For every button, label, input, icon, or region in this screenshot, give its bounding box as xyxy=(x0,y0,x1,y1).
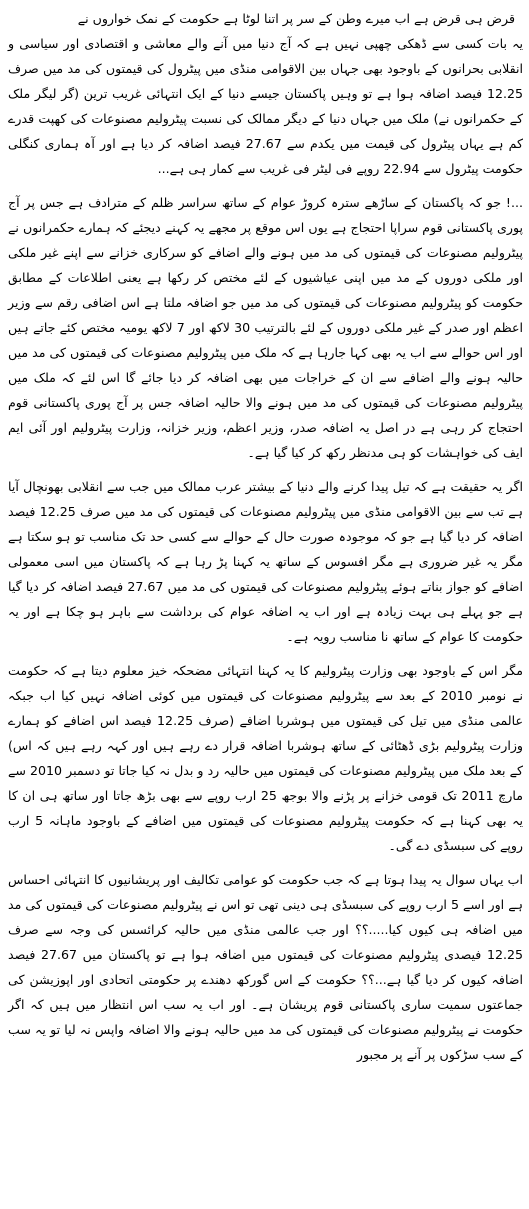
article-paragraph: اب یہاں سوال یہ پیدا ہوتا ہے کہ جب حکومت کو عوامی تکالیف اور پریشانیوں کا انتہائی احساس ہے اور اسے 5 ارب روپے کی سبسڈی ہی دینی تھی تو اس نے پیٹرولیم مصنوعات کی قیمتوں کی مد میں اضافہ ہی کیوں کیا.....؟؟ اور جب عالمی منڈی میں حالیہ کرائسس کی وجہ سے صرف 12.25 فیصدی پیٹرولیم مصنوعات کی قیمتوں میں اضافہ ہوا ہے تو پاکستان میں 27.67 فیصد اضافہ کیوں کر دیا گیا ہے...؟؟ حکومت کے اس گورکھ دھندے پر حکومتی اتحادی اور اپوزیشن کی جماعتوں سمیت ساری پاکستانی قوم پریشان ہے۔ اور اب یہ سب اس انتظار میں ہیں کہ اگر حکومت نے پیٹرولیم مصنوعات کی قیمتوں کی مد میں حالیہ ہونے والا اضافہ واپس نہ لیا تو یہ سب کے سب سڑکوں پر آنے پر مجبور xyxy=(8,872,523,1062)
article-paragraph: ...! جو کہ پاکستان کے ساڑھے سترہ کروڑ عوام کے ساتھ سراسر ظلم کے مترادف ہے جس پر آج پوری پاکستانی قوم سراپا احتجاج ہے یوں اس موقع پر مجھے یہ کہنے دیجئے کہ ہمارے حکمرانوں نے پیٹرولیم مصنوعات کی قیمتوں کی مد میں ہونے والے اضافے کو سرکاری خزانے سے اپنے غیر ملکی اور ملکی دوروں کے مد میں اپنی عیاشیوں کے لئے مختص کر رکھا ہے یعنی اطلاعات کے مطابق حکومت کو پیٹرولیم مصنوعات کی قیمتوں کی مد میں جو اضافہ ملتا ہے اس اضافی رقم سے وزیر اعظم اور صدر کے غیر ملکی دوروں کے لئے بالترتیب 30 لاکھ اور 7 لاکھ یومیہ مختص کئے جاتے ہیں اور اس حوالے سے اب یہ بھی کہا جارہا ہے کہ ملک میں پیٹرولیم مصنوعات کی قیمتوں کی مد میں حالیہ ہونے والے اضافے سے ان کے خراجات میں بھی اضافہ کر دیا جائے گا اس لئے کہ ملک میں پیٹرولیم مصنوعات کی قیمتوں کی مد میں ہونے والا حالیہ اضافہ جس پر آج پوری پاکستانی قوم احتجاج کر رہی ہے در اصل یہ اضافہ صدر، وزیر اعظم، وزیر خزانہ، وزارت پیٹرولیم اور آئی ایم ایف کی خواہشات کو ہی مدنظر رکھ کر کیا گیا ہے۔ xyxy=(8,195,523,460)
article-paragraph: مگر اس کے باوجود بھی وزارت پیٹرولیم کا یہ کہنا انتہائی مضحکہ خیز معلوم دیتا ہے کہ حکومت نے نومبر 2010 کے بعد سے پیٹرولیم مصنوعات کی قیمتوں میں کوئی اضافہ نہیں کیا اب جبکہ عالمی منڈی میں تیل کی قیمتوں میں ہوشربا اضافے (صرف 12.25 فیصد اس اضافے کو ہمارے وزارت پیٹرولیم بڑی ڈھٹائی کے ساتھ ہوشربا اضافہ قرار دے رہے ہیں اور کہہ رہے ہیں کہ اس) کے بعد ملک میں پیٹرولیم مصنوعات کی قیمتوں میں حالیہ رد و بدل نہ کیا جاتا تو دسمبر 2010 سے مارچ 2011 تک قومی خزانے پر پڑنے والا بوجھ 25 ارب روپے سے بھی بڑھ جاتا اور ساتھ ہی ان کا یہ بھی کہنا ہے کہ حکومت پیٹرولیم مصنوعات کی قیمتوں میں اضافے کے باوجود ماہانہ 5 ارب روپے کی سبسڈی دے گی۔ xyxy=(8,663,524,853)
article-paragraph: اگر یہ حقیقت ہے کہ تیل پیدا کرنے والے دنیا کے بیشتر عرب ممالک میں جب سے انقلابی بھونچال آیا ہے تب سے بین الاقوامی منڈی میں پیٹرولیم مصنوعات کی قیمتوں کی مد میں صرف 12.25 فیصد اضافہ کر دیا گیا ہے جو کہ موجودہ صورت حال کے حوالے سے کسی حد تک مناسب تو ہو سکتا ہے مگر یہ غیر ضروری ہے مگر افسوس کے ساتھ یہ کہنا پڑ رہا ہے کہ پاکستان میں اسی معمولی اضافے کو جواز بناتے ہوئے پیٹرولیم مصنوعات کی قیمتوں کی مد میں 27.67 فیصد اضافہ کر دیا گیا ہے جو پہلے ہی بہت زیادہ ہے اور اب یہ اضافہ عوام کی برداشت سے باہر ہو چکا ہے اور یہ حکومت کا عوام کے ساتھ نا مناسب رویہ ہے۔ xyxy=(8,479,523,644)
poetry-heading: قرض ہی قرض ہے اب میرے وطن کے سر پر اتنا لوٹا ہے حکومت کے نمک خواروں نے xyxy=(77,11,515,26)
article-paragraph: یہ بات کسی سے ڈھکی چھپی نہیں ہے کہ آج دنیا میں آنے والے معاشی و اقتصادی اور سیاسی و انقلابی بحرانوں کے باوجود بھی جہاں بین الاقوامی منڈی میں پیٹرول کی قیمتوں کی مد میں صرف 12.25 فیصد اضافہ ہوا ہے تو وہیں پاکستان جیسے دنیا کے ایک انتہائی غریب ترین (گر لیگر ملک کے حکمرانوں نے) ملک میں جہاں دنیا کے دیگر ممالک کی نسبت پیٹرولیم مصنوعات کی کھپت قدرے کم ہے یہاں پیٹرول کی قیمت میں یکدم سے 27.67 فیصد اضافہ کر دیا ہے اور آہ ہماری کنگلی حکومت پیٹرول سے 22.94 روپے فی لیٹر فی غریب سے کمار ہی ہے... xyxy=(8,36,524,176)
